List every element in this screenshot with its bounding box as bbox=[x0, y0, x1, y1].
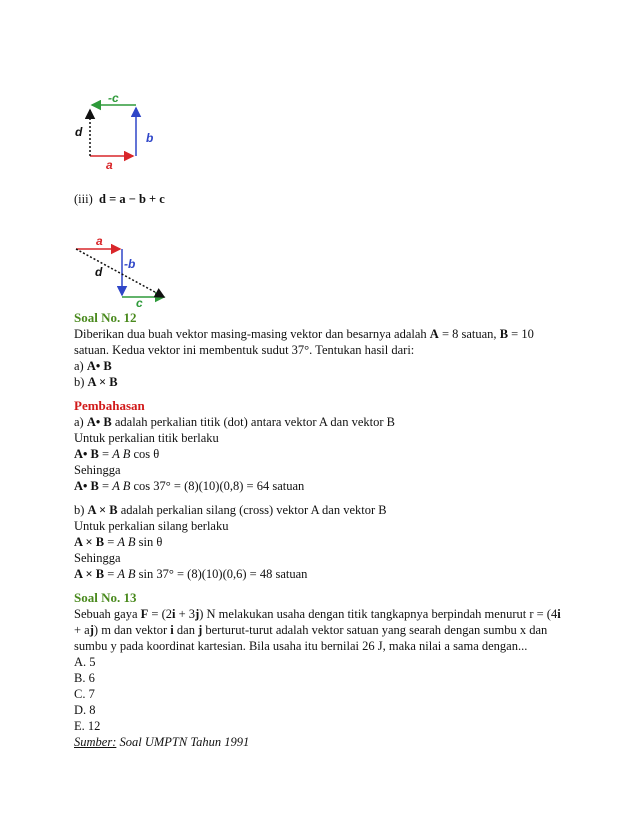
label-a: a bbox=[96, 236, 103, 248]
pembahasan-a-line: a) A• B adalah perkalian titik (dot) antara vektor A dan vektor B bbox=[74, 415, 395, 429]
vector-d bbox=[76, 249, 164, 297]
pembahasan-a-rule-intro: Untuk perkalian titik berlaku bbox=[74, 431, 219, 445]
formula-iii bbox=[74, 191, 165, 207]
soal-13-option: D. 8 bbox=[74, 703, 96, 717]
pembahasan-b-sehingga: Sehingga bbox=[74, 551, 121, 565]
label-minus-b: -b bbox=[124, 257, 136, 271]
pembahasan-b-rule-intro: Untuk perkalian silang berlaku bbox=[74, 519, 229, 533]
label-d: d bbox=[75, 125, 83, 139]
soal-12-option-a: a) A• B bbox=[74, 359, 112, 373]
pembahasan-b-result: A × B = A B sin 37° = (8)(10)(0,6) = 48 satuan bbox=[74, 567, 308, 581]
soal-13-option: C. 7 bbox=[74, 687, 95, 701]
soal-12-option-b: b) A × B bbox=[74, 375, 118, 389]
vector-diagram-triangle bbox=[70, 236, 180, 308]
soal-13-option: B. 6 bbox=[74, 671, 95, 685]
pembahasan-b-rule: A × B = A B sin θ bbox=[74, 535, 163, 549]
soal-12-line-1: Diberikan dua buah vektor masing-masing vektor dan besarnya adalah A = 8 satuan, B = 10 bbox=[74, 327, 534, 341]
source-label: Sumber: bbox=[74, 735, 117, 749]
label-a: a bbox=[106, 158, 113, 170]
pembahasan-b-line: b) A × B adalah perkalian silang (cross) vektor A dan vektor B bbox=[74, 503, 387, 517]
pembahasan-a-result: A• B = A B cos 37° = (8)(10)(0,8) = 64 satuan bbox=[74, 479, 305, 493]
soal-13-line-1: Sebuah gaya F = (2i + 3j) N melakukan usaha dengan titik tangkapnya berpindah menurut r = (4i bbox=[74, 607, 561, 621]
formula-iii-expression: d = a − b + c bbox=[99, 192, 165, 206]
formula-iii-prefix: (iii) bbox=[74, 192, 93, 206]
soal-13-option: E. 12 bbox=[74, 719, 101, 733]
vector-diagram-rectangle bbox=[70, 90, 170, 170]
pembahasan-title: Pembahasan bbox=[74, 398, 145, 413]
pembahasan-a-sehingga: Sehingga bbox=[74, 463, 121, 477]
soal-13-title: Soal No. 13 bbox=[74, 590, 137, 605]
pembahasan-a-rule: A• B = A B cos θ bbox=[74, 447, 160, 461]
soal-12-title: Soal No. 12 bbox=[74, 310, 137, 325]
label-minus-c: -c bbox=[108, 91, 119, 105]
soal-13-source bbox=[74, 734, 249, 750]
label-c: c bbox=[136, 296, 143, 308]
soal-12-line-2: satuan. Kedua vektor ini membentuk sudut 37°. Tentukan hasil dari: bbox=[74, 343, 415, 357]
soal-13-line-2: + aj) m dan vektor i dan j berturut-turut adalah vektor satuan yang searah dengan sumbu x dan bbox=[74, 623, 548, 637]
soal-13-option: A. 5 bbox=[74, 655, 96, 669]
label-d: d bbox=[95, 265, 103, 279]
soal-13-line-3: sumbu y pada koordinat kartesian. Bila usaha itu bernilai 26 J, maka nilai a sama dengan... bbox=[74, 639, 528, 653]
source-text: Soal UMPTN Tahun 1991 bbox=[116, 735, 250, 749]
label-b: b bbox=[146, 131, 154, 145]
